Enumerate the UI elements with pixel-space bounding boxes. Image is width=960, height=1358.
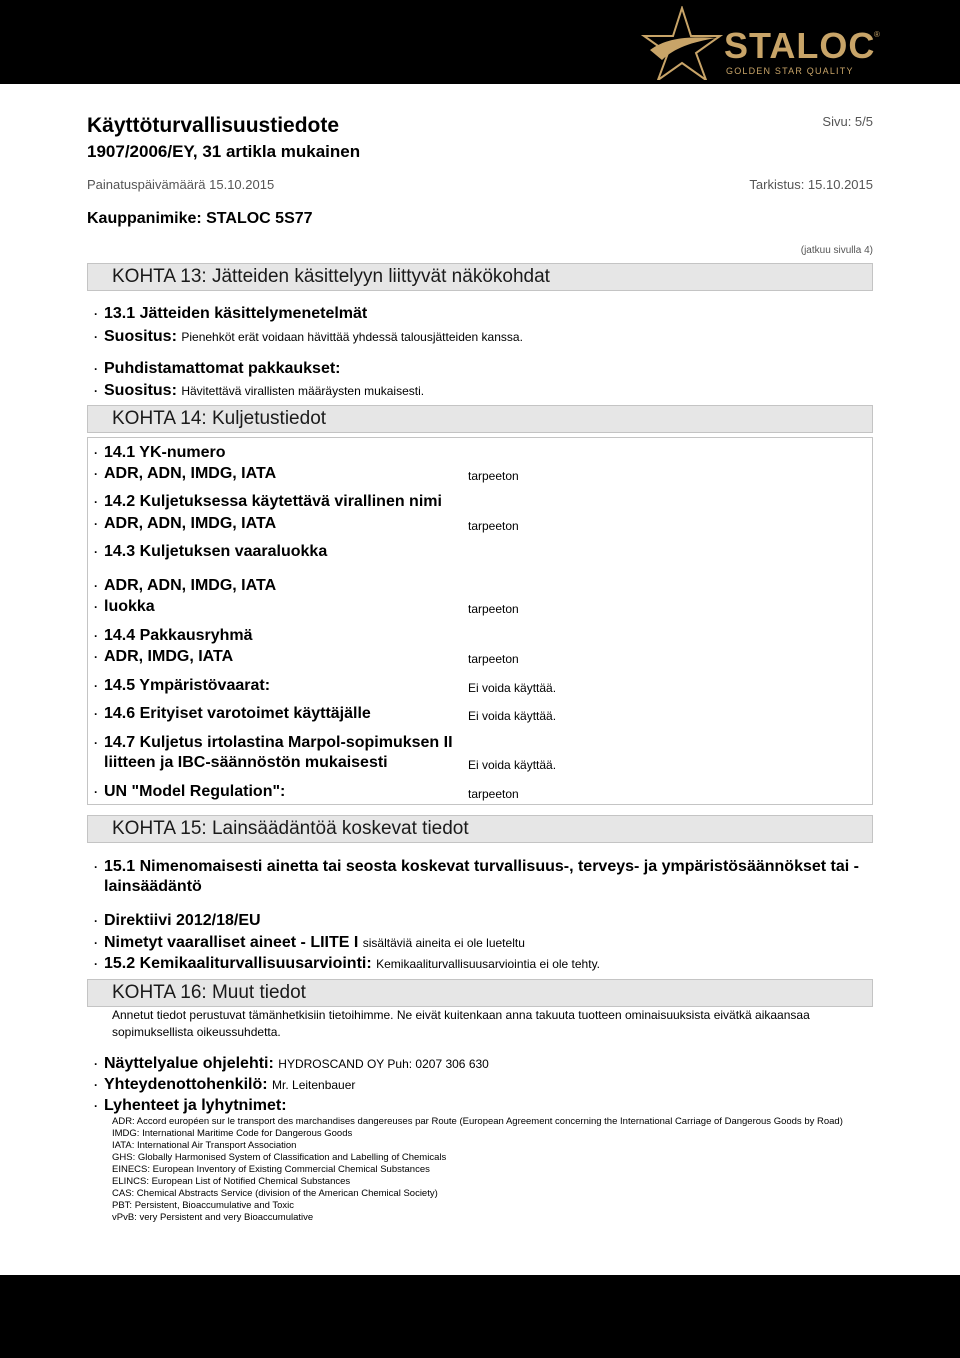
s15-chemical-safety-value: Kemikaaliturvallisuusarviointia ei ole tehty. (376, 957, 601, 971)
s14-un-model-regulation-value: tarpeeton (468, 787, 519, 801)
s15-regulations-label-2: lainsäädäntö (104, 878, 202, 895)
page-number: Sivu: 5/5 (822, 114, 873, 129)
continued-note: (jatkuu sivulla 4) (800, 245, 873, 256)
s16-disclaimer: Annetut tiedot perustuvat tämänhetkisiin tietoihimme. Ne eivät kuitenkaan anna takuuta tuotteen ominaisuuksista eivätkä aikaansaa sopimuksellista oikeussuhdetta. (112, 1008, 810, 1039)
s14-un-number-value: tarpeeton (468, 469, 519, 483)
s13-rec1-value: Pienehköt erät voidaan hävittää yhdessä talousjätteiden kanssa. (181, 330, 523, 344)
s16-line-issuer: · Näyttelyalue ohjelehti: HYDROSCAND OY Puh: 0207 306 630 (94, 1055, 489, 1072)
s15-named-substances-label: Nimetyt vaaralliset aineet - LIITE I (104, 934, 359, 951)
s13-rec2-value: Hävitettävä virallisten määräysten mukaisesti. (181, 384, 425, 398)
s13-line-recommendation-1: · Suositus: Pienehköt erät voidaan hävittää yhdessä talousjätteiden kanssa. (94, 328, 523, 345)
section-13-heading: KOHTA 13: Jätteiden käsittelyyn liittyvät näkökohdat (87, 263, 873, 291)
s14-row-class: · luokka (94, 598, 155, 615)
s14-class-value: tarpeeton (468, 602, 519, 616)
s14-shipping-name-modes: ADR, ADN, IMDG, IATA (104, 515, 277, 532)
s14-special-precautions-label: 14.6 Erityiset varotoimet käyttäjälle (104, 705, 371, 722)
s14-special-precautions-value: Ei voida käyttää. (468, 709, 557, 723)
abbreviation-item: PBT: Persistent, Bioaccumulative and Toxic (112, 1200, 294, 1211)
s15-line-regulations: · 15.1 Nimenomaisesti ainetta tai seosta koskevat turvallisuus-, terveys- ja ympäristösäännökset tai - (94, 858, 859, 875)
abbreviation-item: EINECS: European Inventory of Existing Commercial Chemical Substances (112, 1164, 430, 1175)
s14-row-environmental: · 14.5 Ympäristövaarat: (94, 677, 271, 694)
abbreviation-item: ADR: Accord européen sur le transport des marchandises dangereuses par Route (European Agreement concerning the International Carriage of Dangerous Goods by Road) (112, 1116, 843, 1127)
s13-rec2-label: Suositus: (104, 382, 177, 399)
s14-row-shipping-name: · 14.2 Kuljetuksessa käytettävä virallinen nimi (94, 493, 442, 510)
s15-line-named-substances: · Nimetyt vaaralliset aineet - LIITE I sisältäviä aineita ei ole lueteltu (94, 934, 525, 951)
s15-line-chemical-safety: · 15.2 Kemikaaliturvallisuusarviointi: Kemikaaliturvallisuusarviointia ei ole tehty. (94, 955, 601, 972)
logo-wordmark: STALOC (724, 25, 876, 66)
s14-un-number-label: 14.1 YK-numero (104, 444, 226, 461)
s14-environmental-label: 14.5 Ympäristövaarat: (104, 677, 271, 694)
print-date: Painatuspäivämäärä 15.10.2015 (87, 177, 275, 192)
s13-rec1-label: Suositus: (104, 328, 177, 345)
s15-line-regulations-cont (104, 877, 202, 897)
s14-row-un-number: · 14.1 YK-numero (94, 444, 226, 461)
abbreviation-item: IMDG: International Maritime Code for Dangerous Goods (112, 1128, 353, 1139)
s14-un-number-modes: ADR, ADN, IMDG, IATA (104, 465, 277, 482)
abbreviation-item: IATA: International Air Transport Association (112, 1140, 297, 1151)
s14-row-hazard-class: · 14.3 Kuljetuksen vaaraluokka (94, 543, 328, 560)
s14-un-model-regulation-label: UN "Model Regulation": (104, 783, 286, 800)
s14-shipping-name-label: 14.2 Kuljetuksessa käytettävä virallinen nimi (104, 493, 442, 510)
s14-row-special-precautions: · 14.6 Erityiset varotoimet käyttäjälle (94, 705, 371, 722)
trade-name: Kauppanimike: STALOC 5S77 (87, 210, 313, 227)
s15-chemical-safety-label: 15.2 Kemikaaliturvallisuusarviointi: (104, 955, 372, 972)
s14-row-packing-group-modes: · ADR, IMDG, IATA (94, 648, 234, 665)
s14-hazard-class-label: 14.3 Kuljetuksen vaaraluokka (104, 543, 328, 560)
s15-line-directive: · Direktiivi 2012/18/EU (94, 912, 261, 929)
staloc-logo (636, 6, 886, 80)
s16-issuer-label: Näyttelyalue ohjelehti: (104, 1055, 274, 1072)
s14-row-un-number-modes: · ADR, ADN, IMDG, IATA (94, 465, 277, 482)
s14-environmental-value: Ei voida käyttää. (468, 681, 557, 695)
s15-directive-label: Direktiivi 2012/18/EU (104, 912, 261, 929)
s16-contact-value: Mr. Leitenbauer (272, 1078, 356, 1092)
s16-contact-label: Yhteydenottohenkilö: (104, 1076, 268, 1093)
s14-row-bulk-transport-cont (104, 753, 388, 773)
s15-named-substances-value: sisältäviä aineita ei ole lueteltu (362, 936, 525, 950)
s13-line-methods: · 13.1 Jätteiden käsittelymenetelmät (94, 305, 368, 322)
s13-line-packaging: · Puhdistamattomat pakkaukset: (94, 360, 341, 377)
s13-packaging-label: Puhdistamattomat pakkaukset: (104, 360, 341, 377)
s16-line-abbreviations: · Lyhenteet ja lyhytnimet: (94, 1097, 287, 1114)
s14-row-bulk-transport: · 14.7 Kuljetus irtolastina Marpol-sopimuksen II (94, 734, 453, 751)
document-title: Käyttöturvallisuustiedote (87, 114, 340, 137)
section-15-heading: KOHTA 15: Lainsäädäntöä koskevat tiedot (87, 815, 873, 843)
s13-methods-label: 13.1 Jätteiden käsittelymenetelmät (104, 305, 368, 322)
revision-date: Tarkistus: 15.10.2015 (749, 177, 873, 192)
s14-class-label: luokka (104, 598, 155, 615)
logo-registered-mark: ® (874, 30, 880, 39)
s14-packing-group-label: 14.4 Pakkausryhmä (104, 627, 253, 644)
s14-row-packing-group: · 14.4 Pakkausryhmä (94, 627, 253, 644)
s16-issuer-value: HYDROSCAND OY Puh: 0207 306 630 (278, 1057, 489, 1071)
s14-row-hazard-class-modes: · ADR, ADN, IMDG, IATA (94, 577, 277, 594)
s14-bulk-transport-label-1: 14.7 Kuljetus irtolastina Marpol-sopimuksen II (104, 734, 453, 751)
abbreviation-item: GHS: Globally Harmonised System of Classification and Labelling of Chemicals (112, 1152, 447, 1163)
s14-bulk-transport-value: Ei voida käyttää. (468, 758, 557, 772)
top-header-band (0, 0, 960, 84)
section-14-heading: KOHTA 14: Kuljetustiedot (87, 405, 873, 433)
bottom-footer-band (0, 1275, 960, 1358)
document-subtitle: 1907/2006/EY, 31 artikla mukainen (87, 142, 361, 161)
section-16-heading: KOHTA 16: Muut tiedot (87, 979, 873, 1007)
star-icon (636, 6, 728, 80)
s13-line-recommendation-2: · Suositus: Hävitettävä virallisten määräysten mukaisesti. (94, 382, 425, 399)
s14-hazard-class-modes: ADR, ADN, IMDG, IATA (104, 577, 277, 594)
s14-packing-group-value: tarpeeton (468, 652, 519, 666)
s14-shipping-name-value: tarpeeton (468, 519, 519, 533)
s16-abbreviations-label: Lyhenteet ja lyhytnimet: (104, 1097, 287, 1114)
s15-regulations-label-1: 15.1 Nimenomaisesti ainetta tai seosta koskevat turvallisuus-, terveys- ja ympäristösäännökset tai - (104, 858, 859, 875)
abbreviation-item: ELINCS: European List of Notified Chemical Substances (112, 1176, 351, 1187)
s14-packing-group-modes: ADR, IMDG, IATA (104, 648, 234, 665)
s14-row-shipping-name-modes: · ADR, ADN, IMDG, IATA (94, 515, 277, 532)
abbreviation-item: vPvB: very Persistent and very Bioaccumulative (112, 1212, 314, 1223)
logo-tagline: GOLDEN STAR QUALITY (726, 66, 854, 76)
s14-row-un-model-regulation: · UN "Model Regulation": (94, 783, 286, 800)
s14-bulk-transport-label-2: liitteen ja IBC-säännöstön mukaisesti (104, 754, 388, 771)
abbreviation-item: CAS: Chemical Abstracts Service (division of the American Chemical Society) (112, 1188, 438, 1199)
s16-line-contact: · Yhteydenottohenkilö: Mr. Leitenbauer (94, 1076, 356, 1093)
